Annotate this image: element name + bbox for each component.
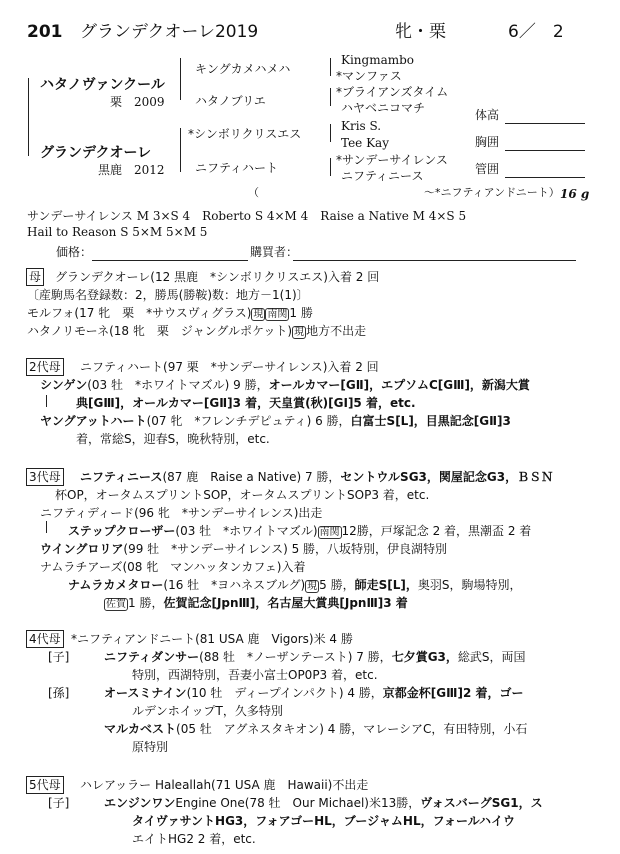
fifth-dam-line-1 (104, 797, 543, 809)
g3-8: ニフティニース (341, 169, 424, 183)
child-tag: [子] (48, 650, 70, 664)
limone-text: ハタノリモーネ(18 牝 栗 ジャングルポケット) (27, 324, 293, 338)
sibling-connector (46, 521, 47, 533)
lot-number: 201 (27, 22, 63, 42)
child-tag: [子] (48, 796, 70, 810)
pedigree-bracket-g3b (330, 88, 331, 106)
region-badge: 南関 (319, 527, 340, 538)
nifty-dancer-info: (88 牡 *ノーザンテースト) 7 勝， (199, 650, 392, 664)
g3-6: Tee Kay (341, 136, 389, 150)
third-dam-line-3: ニフティディード(96 牝 *サンデーサイレンス)出走 (40, 506, 323, 520)
sire-dam: ハタノブリエ (195, 94, 266, 108)
nifty-nice-info: (87 鹿 Raise a Native) 7 勝， (162, 470, 341, 484)
step-closer-info: (03 牡 *ホワイトマズル) (175, 524, 318, 538)
sire-name: ハタノヴァンクール (40, 77, 165, 93)
price-field[interactable] (92, 260, 248, 261)
namura-kametaro-name: ナムラカメタロー (68, 578, 164, 592)
dam-section-label: 母 (26, 268, 44, 286)
nifty-dancer-more: 総武S，両国 (457, 650, 526, 664)
third-dam-line-2: 杯OP，オータムスプリントSOP，オータムスプリントSOP3 着，etc. (55, 488, 430, 502)
dam-info: 黒鹿 2012 (98, 163, 165, 177)
region-badge: 南関 (267, 309, 288, 320)
price-label: 価格： (56, 245, 93, 259)
namura-kametaro-count: 5 勝， (319, 578, 355, 592)
namura-kametaro-more: 奥羽S，駒場特別， (417, 578, 522, 592)
fifth-dam-line-2: タイヴァサントHG3，フォアゴーHL，ブージャムHL，フォールハイウ (132, 814, 515, 828)
engine-one-stakes: ヴォスバーグSG1，ス (420, 796, 543, 810)
cannon-field (505, 177, 585, 178)
morpho-text: モルフォ(17 牝 栗 *サウスヴィグラス) (27, 306, 252, 320)
fourth-dam-line-6: 原特別 (132, 740, 169, 754)
young-at-heart-name: ヤングアットハート (40, 414, 147, 428)
shingen-name: シンゲン (40, 378, 88, 392)
osumi-nine-name: オースミナイン (104, 686, 187, 700)
third-dam-line-1 (80, 471, 553, 483)
family-number: 16 g (560, 187, 590, 201)
saga-count: 1 勝， (128, 596, 164, 610)
inbreeding-line-1: サンデーサイレンス M 3×S 4 Roberto S 4×M 4 Raise a Native M 4×S 5 (27, 209, 467, 223)
maruka-best-name: マルカベスト (104, 722, 177, 736)
third-dam-line-8 (104, 597, 408, 610)
nifty-nice-name: ニフティニース (80, 470, 163, 484)
second-dam-line-3 (40, 415, 511, 427)
pedigree-bracket-g3c (330, 124, 331, 142)
osumi-nine-stakes: 京都金杯[GⅢ]2 着，ゴー (382, 686, 524, 700)
win-gloria-info: (99 牡 *サンデーサイレンス) 5 勝，八坂特別，伊良湖特別 (123, 542, 448, 556)
region-badge: 佐賀 (106, 599, 126, 610)
pedigree-bracket-dam (180, 128, 181, 172)
limone-result: 地方不出走 (306, 324, 367, 338)
grandchild-tag: [孫] (48, 686, 70, 700)
girth-label: 胸囲 (475, 135, 500, 149)
g3-5: Kris S. (341, 119, 382, 133)
third-dam-label: 3代母 (26, 468, 64, 486)
second-dam-intro: ニフティハート(97 栗 *サンデーサイレンス)入着 2 回 (80, 360, 379, 374)
dam-line-4 (27, 325, 366, 338)
third-dam-line-4 (68, 525, 531, 538)
third-dam-line-6: ナムラチアーズ(08 牝 マンハッタンカフェ)入着 (40, 560, 306, 574)
dam-line-2: 〔産駒馬名登録数：2，勝馬(勝鞍)数：地方－1(1)〕 (27, 288, 309, 302)
dam-name: グランデクオーレ (40, 145, 152, 161)
second-dam-line-4: 着，常総S，迎春S，晩秋特別，etc. (76, 432, 270, 446)
namura-kametaro-info: (16 牡 *ヨハネスブルグ) (163, 578, 306, 592)
g3-1: Kingmambo (341, 53, 415, 67)
shingen-info: (03 牡 *ホワイトマズル) 9 勝， (87, 378, 269, 392)
shingen-wins: オールカマー[GⅡ]，エプソムC[GⅢ]，新潟大賞 (268, 378, 530, 392)
fifth-dam-label: 5代母 (26, 776, 64, 794)
fourth-dam-line-1 (104, 651, 526, 663)
fourth-dam-line-3 (104, 687, 524, 699)
engine-one-name: エンジンワン (104, 796, 176, 810)
cannon-label: 管囲 (475, 162, 500, 176)
young-at-heart-wins: 白富士S[L]，目黒記念[GⅡ]3 (350, 414, 511, 428)
win-gloria-name: ウイングロリア (40, 542, 124, 556)
pedigree-bracket-left (28, 78, 29, 156)
current-badge: 現 (294, 327, 305, 338)
saga-stakes: 佐賀記念[JpnⅢ]，名古屋大賞典[JpnⅢ]3 着 (163, 596, 408, 610)
young-at-heart-info: (07 牝 *フレンチデピュティ) 6 勝， (146, 414, 351, 428)
buyer-label: 購買者： (250, 245, 299, 259)
g3-4: ハヤベニコマチ (341, 101, 426, 115)
fourth-dam-line-5 (104, 723, 527, 735)
namura-kametaro-stakes: 師走S[L]， (354, 578, 418, 592)
birth-date: 6／ 2 (508, 22, 564, 42)
inbreeding-line-2: Hail to Reason S 5×M 5×M 5 (27, 225, 208, 239)
second-dam-line-1 (40, 379, 530, 391)
fourth-dam-intro: *ニフティアンドニート(81 USA 鹿 Vigors)米 4 勝 (71, 632, 353, 646)
maruka-best-info: (05 牡 アグネスタキオン) 4 勝，マレーシアC，有田特別，小石 (176, 722, 528, 736)
g3-2: *マンファス (336, 69, 402, 83)
fourth-dam-line-2: 特別，西湖特別，吾妻小富士OP0P3 着，etc. (132, 668, 378, 682)
girth-field (505, 150, 585, 151)
nifty-dancer-stakes: 七夕賞G3， (391, 650, 458, 664)
pedigree-bracket-g3d (330, 158, 331, 176)
fourth-dam-label: 4代母 (26, 630, 64, 648)
pedigree-bracket-sire (180, 58, 181, 100)
engine-one-info: Engine One(78 牡 Our Michael)米13勝， (175, 796, 421, 810)
nifty-nice-wins: セントウルSG3，関屋記念G3，ＢＳＮ (340, 470, 554, 484)
pedigree-bracket-g3a (330, 58, 331, 76)
second-dam-line-2: 典[GⅢ]，オールカマー[GⅡ]3 着，天皇賞(秋)[GⅠ]5 着，etc. (76, 396, 416, 410)
fifth-dam-line-3: エイトHG2 2 着，etc. (132, 832, 256, 846)
sire-sire: キングカメハメハ (195, 62, 291, 76)
osumi-nine-info: (10 牡 ディープインパクト) 4 勝， (186, 686, 383, 700)
third-dam-line-5 (40, 543, 447, 555)
family-line: （ ～*ニフティアンドニート） (248, 186, 560, 199)
fifth-dam-intro: ハレアッラー Haleallah(71 USA 鹿 Hawaii)不出走 (80, 778, 369, 792)
step-closer-name: ステップクローザー (68, 524, 176, 538)
height-label: 体高 (475, 108, 500, 122)
nifty-dancer-name: ニフティダンサー (104, 650, 200, 664)
sire-info: 栗 2009 (110, 95, 165, 109)
buyer-field[interactable] (293, 260, 576, 261)
dam-dam: ニフティハート (195, 161, 279, 175)
second-dam-label: 2代母 (26, 358, 64, 376)
g3-3: *ブライアンズタイム (336, 85, 449, 99)
third-dam-line-7 (68, 579, 521, 592)
sex-color: 牝・栗 (395, 22, 446, 42)
dam-sire: *シンボリクリスエス (188, 127, 302, 141)
g3-7: *サンデーサイレンス (336, 153, 448, 167)
fourth-dam-line-4: ルデンホイップT，久多特別 (132, 704, 283, 718)
dam-line-1: グランデクオーレ(12 黒鹿 *シンボリクリスエス)入着 2 回 (55, 270, 380, 284)
horse-name: グランデクオーレ2019 (80, 22, 259, 42)
dam-line-3 (27, 307, 313, 320)
sibling-connector (46, 395, 47, 407)
morpho-result: 1 勝 (289, 306, 313, 320)
current-badge: 現 (253, 309, 264, 320)
height-field (505, 123, 585, 124)
step-closer-wins: 12勝，戸塚記念 2 着，黒潮盃 2 着 (341, 524, 532, 538)
current-badge: 現 (307, 581, 318, 592)
